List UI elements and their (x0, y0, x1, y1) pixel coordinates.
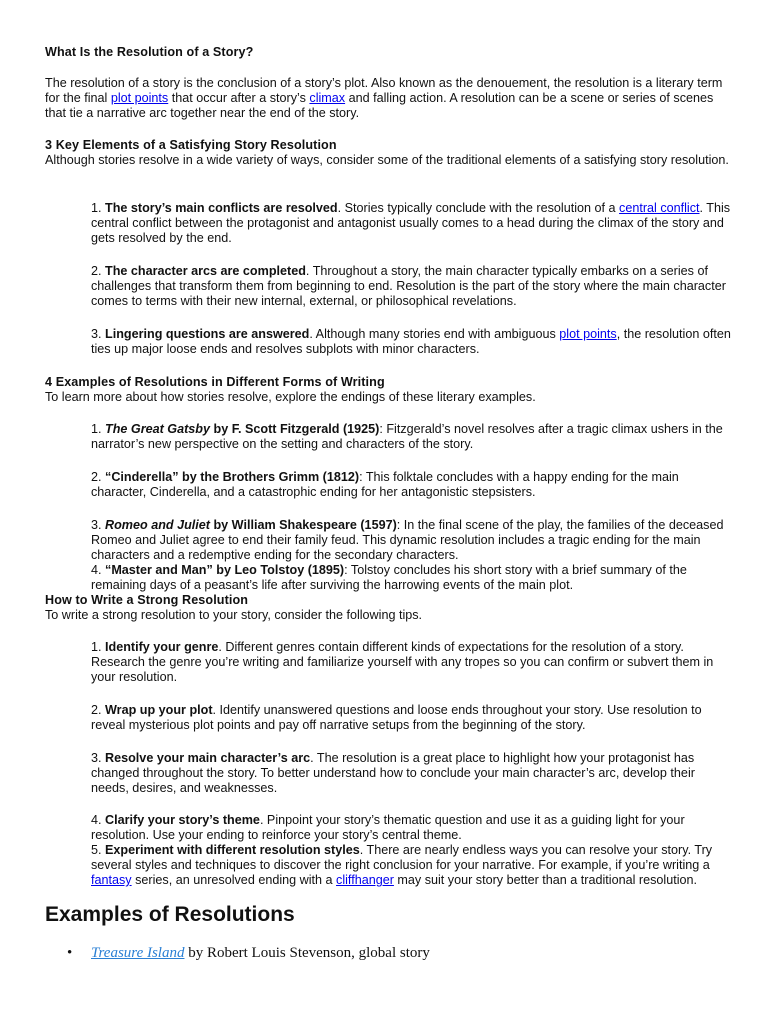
examples-intro: To learn more about how stories resolve, explore the endings of these literary examples. (45, 390, 536, 404)
heading-how-to-write: How to Write a Strong Resolution (45, 593, 249, 607)
tip-title: Experiment with different resolution styles (105, 843, 360, 857)
list-item-tip-4 (91, 813, 731, 843)
work-title: “Cinderella” by the Brothers Grimm (1812) (105, 470, 360, 484)
item-number: 1. (91, 201, 106, 215)
item-number: 1. (91, 422, 106, 436)
heading-examples-of-resolutions: Examples of Resolutions (45, 903, 295, 926)
item-text: : In the final scene of the play, the families of the deceased Romeo and Juliet agree to end their family feud. This dynamic resolution includes a tragic ending for the main characters and a redemptive ending for the secondary characters. (91, 518, 724, 562)
work-author: by F. Scott Fitzgerald (1925) (210, 422, 380, 436)
list-item-example-1 (91, 422, 731, 452)
work-author: by William Shakespeare (1597) (209, 518, 397, 532)
link-plot-points-2[interactable]: plot points (559, 327, 617, 341)
item-text: . There are nearly endless ways you can resolve your story. Try several styles and techniques to discover the right conclusion for your narrative. For example, if you’re writing a (91, 843, 713, 872)
link-treasure-island[interactable]: Treasure Island (91, 945, 185, 961)
list-item-tip-5 (91, 843, 731, 888)
item-number: 3. (91, 518, 106, 532)
item-title: Lingering questions are answered (105, 327, 310, 341)
link-plot-points[interactable]: plot points (110, 91, 169, 105)
list-item-example-3 (91, 518, 731, 563)
item-text: . Pinpoint your story’s thematic question and use it as a guiding light for your resolution. Use your ending to reinforce your story’s central theme. (91, 813, 685, 842)
list-item-tip-2 (91, 703, 731, 733)
link-central-conflict[interactable]: central conflict (619, 201, 700, 215)
item-number: 5. (91, 843, 106, 857)
item-text: , the resolution often ties up major loose ends and resolves subplots with minor characters. (91, 327, 731, 356)
item-text: series, an unresolved ending with a (131, 873, 337, 887)
tip-title: Wrap up your plot (105, 703, 213, 717)
item-text: . Although many stories end with ambiguous (309, 327, 560, 341)
item-text: . Throughout a story, the main character typically embarks on a series of challenges that transform them from beginning to end. Resolution is the part of the story where the main character comes to terms with their new internal, external, or philosophical revelations. (91, 264, 726, 308)
item-number: 3. (91, 327, 106, 341)
list-item-element-1 (91, 201, 731, 246)
list-item-tip-3 (91, 751, 731, 796)
item-title: The story’s main conflicts are resolved (105, 201, 338, 215)
list-item-tip-1 (91, 640, 731, 685)
tips-intro: To write a strong resolution to your story, consider the following tips. (45, 608, 423, 622)
link-climax[interactable]: climax (309, 91, 346, 105)
item-text: . Identify unanswered questions and loose ends throughout your story. Use resolution to reveal mysterious plot points and pay off narrative setups from the beginning of the story. (91, 703, 702, 732)
list-item-element-2 (91, 264, 731, 309)
item-text: . The resolution is a great place to highlight how your protagonist has changed throughout the story. To better understand how to conclude your main character’s arc, develop their needs, desires, and weaknesses. (91, 751, 695, 795)
heading-what-is-resolution: What Is the Resolution of a Story? (45, 45, 254, 59)
key-elements-intro: Although stories resolve in a wide variety of ways, consider some of the traditional elements of a satisfying story resolution. (45, 153, 729, 167)
tip-title: Clarify your story’s theme (105, 813, 260, 827)
heading-examples-forms: 4 Examples of Resolutions in Different Forms of Writing (45, 375, 385, 389)
link-cliffhanger[interactable]: cliffhanger (336, 873, 394, 887)
item-number: 2. (91, 470, 106, 484)
item-text: may suit your story better than a traditional resolution. (393, 873, 698, 887)
item-text: . This central conflict between the protagonist and antagonist usually comes to a head during the climax of the story and gets resolved by the end. (91, 201, 731, 245)
item-text: . Different genres contain different kinds of expectations for the resolution of a story. Research the genre you’re writing and familiarize yourself with any tropes so you can confirm or subvert them in your resolution. (91, 640, 714, 684)
definition-text-b: that occur after a story’s (168, 91, 310, 105)
item-number: 1. (91, 640, 106, 654)
definition-text-a: The resolution of a story is the conclusion of a story’s plot. Also known as the denouement, the resolution is a literary term for the final (45, 76, 723, 105)
item-text: : This folktale concludes with a happy ending for the main character, Cinderella, and a catastrophic ending for her antagonistic stepsisters. (91, 470, 679, 499)
item-text: : Fitzgerald’s novel resolves after a tragic climax ushers in the narrator’s new perspective on the setting and characters of the story. (91, 422, 723, 451)
item-number: 3. (91, 751, 106, 765)
item-number: 2. (91, 264, 106, 278)
bullet-text (91, 944, 430, 963)
item-number: 2. (91, 703, 106, 717)
list-item-example-2 (91, 470, 731, 500)
item-title: The character arcs are completed (105, 264, 306, 278)
list-item-element-3 (91, 327, 731, 357)
bullet-item-text: by Robert Louis Stevenson, global story (184, 945, 430, 961)
paragraph-resolution-definition (45, 76, 730, 121)
heading-key-elements: 3 Key Elements of a Satisfying Story Resolution (45, 138, 337, 152)
definition-text-c: and falling action. A resolution can be a scene or series of scenes that tie a narrative arc together near the end of the story. (45, 91, 714, 120)
tip-title: Resolve your main character’s arc (105, 751, 311, 765)
work-title: The Great Gatsby (105, 422, 210, 436)
item-number: 4. (91, 813, 106, 827)
item-text: . Stories typically conclude with the resolution of a (337, 201, 620, 215)
tip-title: Identify your genre (105, 640, 219, 654)
bullet-glyph: • (67, 945, 73, 961)
list-item-example-4 (91, 563, 731, 593)
link-fantasy[interactable]: fantasy (91, 873, 132, 887)
item-number: 4. (91, 563, 106, 577)
work-title: Romeo and Juliet (105, 518, 210, 532)
work-title: “Master and Man” by Leo Tolstoy (1895) (105, 563, 345, 577)
item-text: : Tolstoy concludes his short story with a brief summary of the remaining days of a peasant’s life after surviving the harrowing events of the main plot. (91, 563, 687, 592)
